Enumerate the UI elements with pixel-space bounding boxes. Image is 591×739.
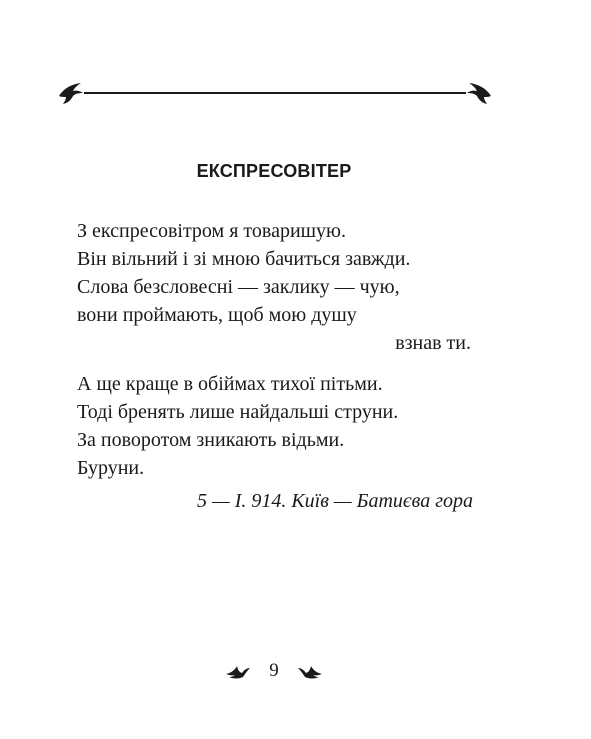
poem-line: А ще краще в обіймах тихої пітьми. (77, 373, 383, 395)
header-rule (56, 78, 494, 108)
swallow-ornament-icon (464, 78, 494, 108)
poem-line: Тоді бренять лише найдальші струни. (77, 401, 399, 423)
poem-line: Він вільний і зі мною бачиться завжди. (77, 248, 411, 270)
header-line (84, 92, 466, 94)
poem-dateline: 5 — І. 914. Київ — Батиєва гора (196, 490, 473, 512)
swallow-icon (297, 661, 323, 681)
poem-line: Слова безсловесні — заклику — чую, (77, 276, 400, 298)
stanza-1 (77, 217, 477, 357)
poem-line: взнав ти. (395, 332, 471, 354)
page-footer (0, 657, 548, 685)
swallow-ornament-icon (56, 78, 86, 108)
page-number: 9 (269, 660, 279, 681)
poem-line: За поворотом зникають відьми. (77, 429, 345, 451)
poem-line: З експресовітром я товаришую. (77, 220, 346, 242)
stanza-2 (77, 370, 477, 482)
poem-title: ЕКСПРЕСОВІТЕР (196, 161, 352, 181)
swallow-icon (225, 661, 251, 681)
poem-line: вони проймають, щоб мою душу (77, 304, 357, 326)
poem-line: Буруни. (77, 457, 145, 479)
